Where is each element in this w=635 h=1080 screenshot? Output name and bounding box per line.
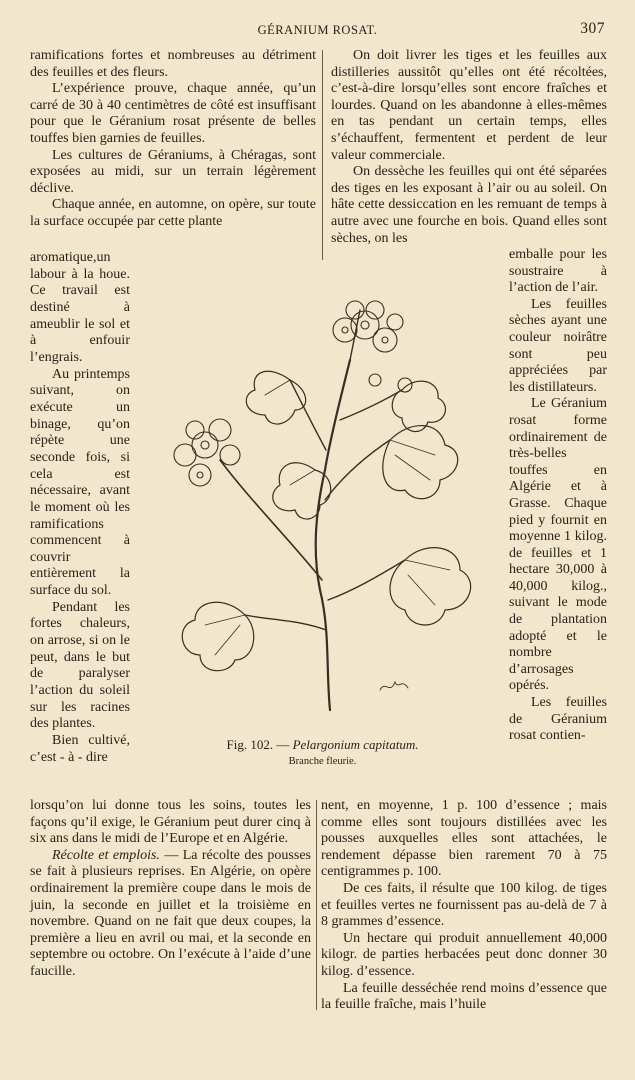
left-column-top <box>30 48 316 231</box>
running-title: GÉRANIUM ROSAT. <box>257 23 378 37</box>
paragraph: Chaque année, en automne, on opère, sur toute la surface occupée par cette plante <box>30 197 316 229</box>
running-header <box>30 20 605 42</box>
paragraph: lorsqu’on lui donne tous les soins, toutes les façons qu’il exige, le Géranium peut durer cinq à six ans dans le midi de l’Europe et en Algérie. <box>30 798 311 847</box>
figure-subcaption: Branche fleurie. <box>288 756 357 767</box>
paragraph: On dessèche les feuilles qui ont été séparées des tiges en les exposant à l’air ou au soleil. On hâte cette dessiccation en les remuant de temps à autre avec une fourche en bois. Quand elles sont sèches, on les <box>331 164 607 246</box>
section-heading-recolte: Récolte et emplois. <box>52 847 160 863</box>
paragraph-text: — La récolte des pousses se fait à plusieurs reprises. En Algérie, on opère ordinairement la première coupe dans le mois de juin, la seconde en juillet et la troisième en novembre. Quand on ne fait que deux coupes, la première a lieu en avril ou mai, et la seconde en septembre ou octobre. On l’exécute à l’aide d’une faucille. <box>30 847 311 979</box>
paragraph: Le Géranium rosat forme ordinairement de très-belles touffes en Algérie et à Grasse. Chaque pied y fournit en moyenne 1 kilog. de feuilles et 1 hectare 30,000 à 40,000 kilog., suivant le mode de plantation adopté et le nombre d’arrosages opérés. <box>509 396 607 694</box>
paragraph: On doit livrer les tiges et les feuilles aux distilleries aussitôt qu’elles ont été récoltées, c’est-à-dire lorsqu’elles sont encore fraîches et lourdes. Quand on les abandonne à elles-mêmes en tas pendant un certain temps, elles s’échauffent, fermentent et perdent de leur valeur commerciale. <box>331 48 607 163</box>
paragraph: Bien cultivé, c’est - à - dire <box>30 733 130 765</box>
left-column-narrow <box>30 250 130 766</box>
pelargonium-branch-engraving <box>140 270 510 720</box>
paragraph: ramifications fortes et nombreuses au détriment des feuilles et des fleurs. <box>30 48 316 80</box>
page-number: 307 <box>580 20 605 37</box>
figure-species: Pelargonium capitatum. <box>292 737 419 752</box>
paragraph: Les feuilles de Géranium rosat contien- <box>509 695 607 744</box>
paragraph: La feuille desséchée rend moins d’essence que la feuille fraîche, mais l’huile <box>321 980 607 1013</box>
paragraph: Un hectare qui produit annuellement 40,000 kilogr. de parties herbacées peut donc donner 30 kilog. d’essence. <box>321 930 607 979</box>
right-column-top <box>331 48 607 247</box>
left-column-bottom <box>30 798 311 981</box>
paragraph: L’expérience prouve, chaque année, qu’un carré de 30 à 40 centimètres de côté est insuffisant pour que le Géranium rosat présente de belles touffes bien garnies de feuilles. <box>30 81 316 146</box>
paragraph: De ces faits, il résulte que 100 kilog. de tiges et feuilles vertes ne fournissent pas au-delà de 7 à 8 grammes d’essence. <box>321 880 607 930</box>
paragraph: Les feuilles sèches ayant une couleur noirâtre sont peu appréciées par les distillateurs. <box>509 296 607 395</box>
paragraph: Au printemps suivant, on exécute un binage, qu’on répète une seconde fois, si cela est nécessaire, avant le moment où les ramifications commencent à couvrir entièrement la surface du sol. <box>30 366 130 599</box>
column-divider <box>316 800 317 1010</box>
paragraph: nent, en moyenne, 1 p. 100 d’essence ; mais comme elles sont toujours distillées avec les pousses auxquelles elles sont attachées, le rendement dépasse bien rarement 70 à 75 centigrammes p. 100. <box>321 798 607 880</box>
right-column-narrow <box>509 247 607 745</box>
paragraph: Les cultures de Géraniums, à Chéragas, sont exposées au midi, sur un terrain légèrement déclive. <box>30 147 316 196</box>
column-divider <box>322 50 323 260</box>
figure-label: Fig. 102. — <box>226 737 293 752</box>
paragraph: emballe pour les soustraire à l’action de l’air. <box>509 247 607 296</box>
right-column-bottom <box>321 798 607 1014</box>
figure-caption <box>150 737 495 753</box>
paragraph: Pendant les fortes chaleurs, on arrose, si on le peut, dans le but de paralyser l’action du soleil sur les racines des plantes. <box>30 599 130 732</box>
paragraph: aromatique,un labour à la houe. Ce travail est destiné à ameublir le sol et à enfouir l’engrais. <box>30 250 130 365</box>
figure-illustration <box>140 270 510 720</box>
paragraph-harvest <box>30 848 311 981</box>
